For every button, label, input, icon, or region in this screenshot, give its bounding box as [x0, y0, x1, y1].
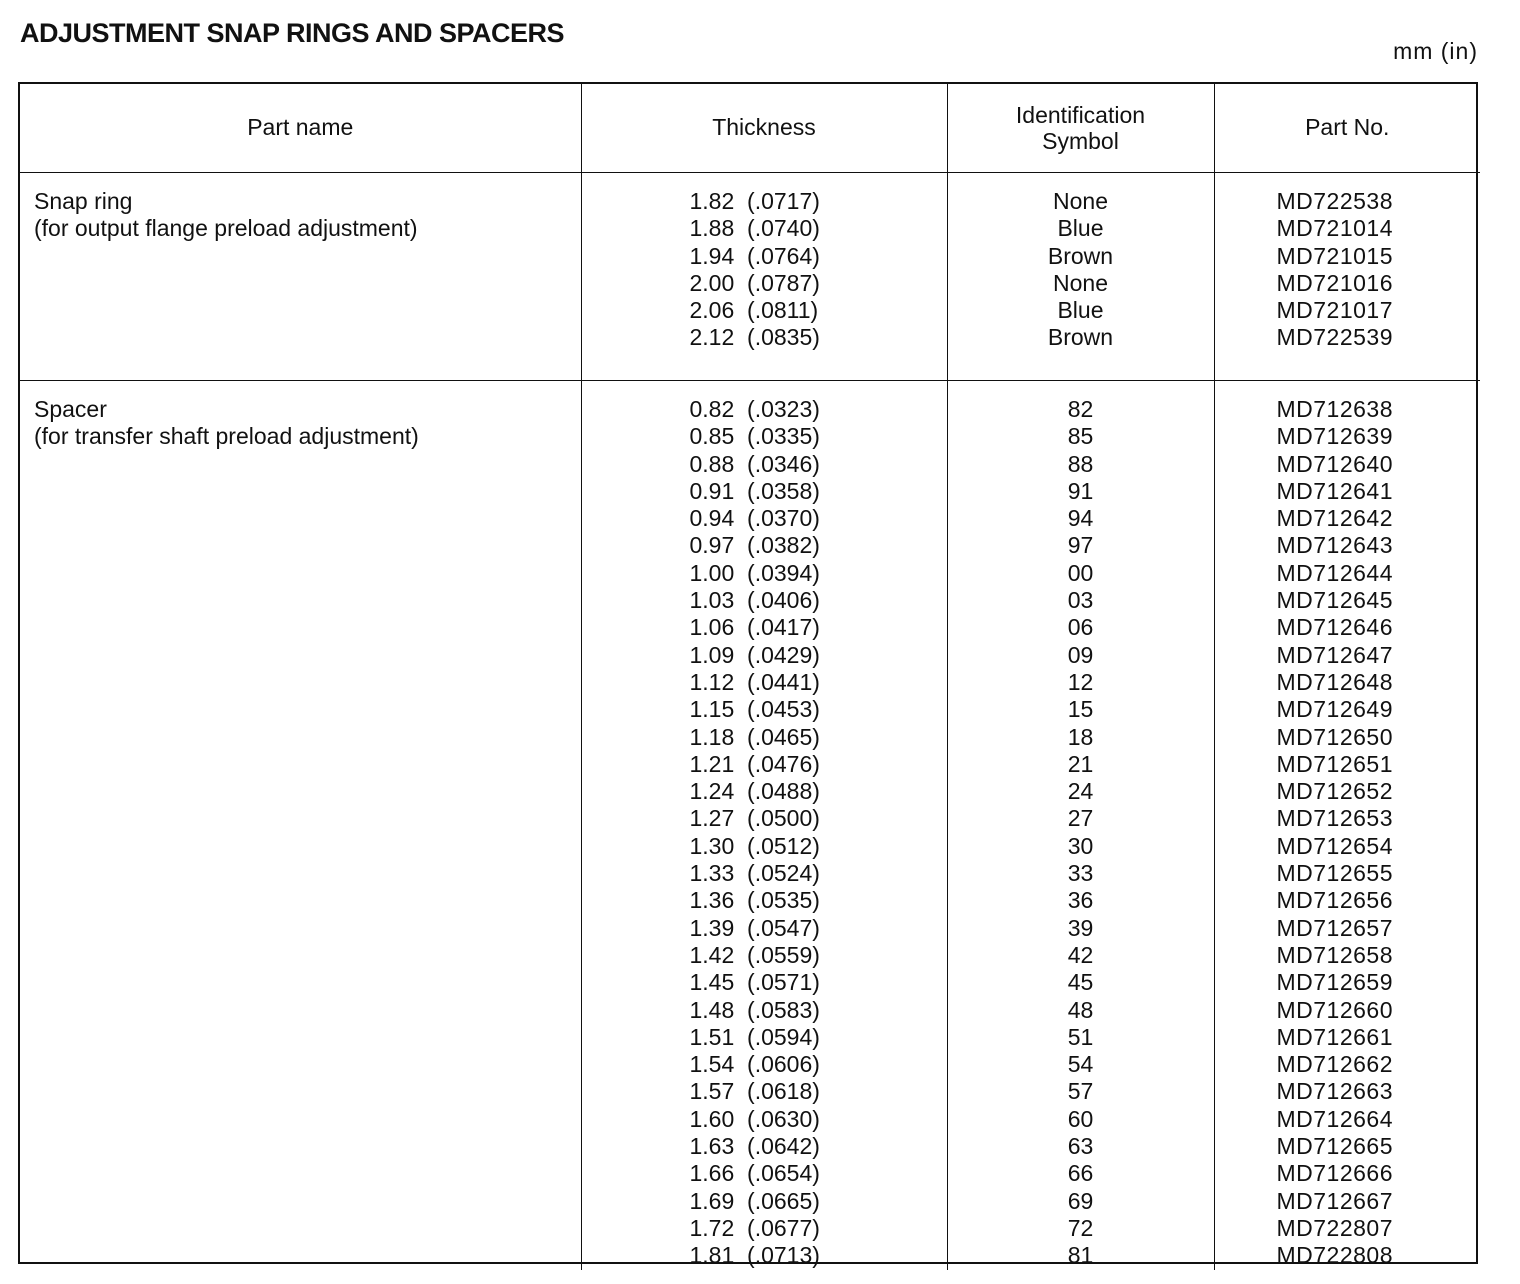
group-name: Spacer: [34, 396, 107, 422]
part-number-value: MD712647: [1276, 641, 1394, 668]
part-number-value: MD712652: [1276, 778, 1394, 805]
thickness-value: 1.36 (.0535): [689, 887, 820, 914]
part-number-value: MD722538: [1276, 188, 1394, 214]
parts-table: [20, 84, 1480, 1270]
identification-symbol-value: 39: [1067, 914, 1094, 941]
thickness-value: 1.42 (.0559): [689, 941, 820, 968]
thickness-value: 1.15 (.0453): [689, 696, 820, 723]
table-group-spacer: [20, 381, 1480, 1270]
identification-symbol-value: 97: [1067, 532, 1094, 559]
identification-symbol-value: 66: [1067, 1160, 1094, 1187]
part-number-value: MD712666: [1276, 1160, 1394, 1187]
identification-symbol-value: Brown: [1047, 242, 1114, 269]
part-no-cell: [1214, 381, 1480, 1270]
part-number-value: MD712648: [1276, 668, 1394, 695]
part-number-value: MD712645: [1276, 587, 1394, 614]
part-no-list: [1215, 396, 1481, 1270]
group-name-cell: [20, 381, 581, 1270]
part-number-value: MD712638: [1276, 396, 1394, 422]
thickness-value: 1.81 (.0713): [689, 1242, 820, 1269]
thickness-list: [582, 396, 947, 1270]
part-number-value: MD712661: [1276, 1023, 1394, 1050]
part-number-value: MD712651: [1276, 750, 1394, 777]
thickness-value: 1.21 (.0476): [689, 750, 820, 777]
thickness-value: 0.97 (.0382): [689, 532, 820, 559]
identification-symbol-value: None: [1053, 269, 1108, 296]
header-symbol-line1: Identification: [1015, 102, 1146, 128]
thickness-cell: [581, 173, 947, 381]
identification-symbol-value: 09: [1067, 641, 1094, 668]
group-purpose: (for output flange preload adjustment): [34, 215, 418, 242]
thickness-value: 1.57 (.0618): [689, 1078, 820, 1105]
identification-symbol-value: 21: [1067, 750, 1094, 777]
thickness-value: 1.88 (.0740): [689, 215, 820, 242]
table-header-row: [20, 84, 1480, 173]
part-number-value: MD721016: [1276, 269, 1394, 296]
symbol-list: [948, 396, 1214, 1270]
identification-symbol-value: 57: [1067, 1078, 1094, 1105]
part-number-value: MD712660: [1276, 996, 1394, 1023]
column-header-thickness: Thickness: [581, 84, 947, 173]
identification-symbol-value: 33: [1067, 860, 1094, 887]
identification-symbol-value: 81: [1067, 1242, 1094, 1269]
identification-symbol-value: 48: [1067, 996, 1094, 1023]
thickness-value: 1.48 (.0583): [689, 996, 820, 1023]
part-number-value: MD712646: [1276, 614, 1394, 641]
identification-symbol-value: 63: [1067, 1133, 1094, 1160]
identification-symbol-value: 45: [1067, 969, 1094, 996]
column-header-part-name: Part name: [20, 84, 581, 173]
page-title: ADJUSTMENT SNAP RINGS AND SPACERS: [20, 18, 565, 48]
part-number-value: MD712639: [1276, 423, 1394, 450]
thickness-value: 1.18 (.0465): [689, 723, 820, 750]
thickness-value: 1.09 (.0429): [689, 641, 820, 668]
thickness-list: [582, 188, 947, 352]
part-number-value: MD712650: [1276, 723, 1394, 750]
identification-symbol-value: 72: [1067, 1214, 1094, 1241]
part-number-value: MD712665: [1276, 1133, 1394, 1160]
thickness-value: 1.82 (.0717): [689, 188, 820, 214]
thickness-value: 2.12 (.0835): [689, 324, 820, 351]
thickness-value: 0.91 (.0358): [689, 477, 820, 504]
part-number-value: MD721015: [1276, 242, 1394, 269]
part-number-value: MD712662: [1276, 1051, 1394, 1078]
thickness-value: 1.51 (.0594): [689, 1023, 820, 1050]
identification-symbol-value: 69: [1067, 1187, 1094, 1214]
part-number-value: MD712659: [1276, 969, 1394, 996]
thickness-value: 1.06 (.0417): [689, 614, 820, 641]
identification-symbol-value: 18: [1067, 723, 1094, 750]
group-name-cell: [20, 173, 581, 381]
thickness-value: 0.82 (.0323): [689, 396, 820, 422]
group-purpose: (for transfer shaft preload adjustment): [34, 423, 419, 450]
thickness-value: 1.54 (.0606): [689, 1051, 820, 1078]
column-header-part-no: Part No.: [1214, 84, 1480, 173]
thickness-value: 1.24 (.0488): [689, 778, 820, 805]
part-number-value: MD712641: [1276, 477, 1394, 504]
identification-symbol-value: 42: [1067, 941, 1094, 968]
thickness-value: 1.00 (.0394): [689, 559, 820, 586]
part-number-value: MD712663: [1276, 1078, 1394, 1105]
symbol-cell: [947, 381, 1214, 1270]
part-number-value: MD712656: [1276, 887, 1394, 914]
thickness-value: 1.39 (.0547): [689, 914, 820, 941]
thickness-value: 1.45 (.0571): [689, 969, 820, 996]
identification-symbol-value: 00: [1067, 559, 1094, 586]
thickness-value: 0.85 (.0335): [689, 423, 820, 450]
identification-symbol-value: 60: [1067, 1105, 1094, 1132]
thickness-value: 1.66 (.0654): [689, 1160, 820, 1187]
identification-symbol-value: 82: [1067, 396, 1094, 422]
symbol-cell: [947, 173, 1214, 381]
part-number-value: MD712653: [1276, 805, 1394, 832]
thickness-value: 1.03 (.0406): [689, 587, 820, 614]
identification-symbol-value: 85: [1067, 423, 1094, 450]
thickness-value: 1.63 (.0642): [689, 1133, 820, 1160]
part-number-value: MD712643: [1276, 532, 1394, 559]
column-header-identification-symbol: [947, 84, 1214, 173]
identification-symbol-value: 27: [1067, 805, 1094, 832]
thickness-value: 2.00 (.0787): [689, 269, 820, 296]
thickness-value: 1.12 (.0441): [689, 668, 820, 695]
header-symbol-line2: Symbol: [1042, 128, 1119, 154]
part-number-value: MD721014: [1276, 215, 1394, 242]
thickness-value: 1.94 (.0764): [689, 242, 820, 269]
thickness-value: 1.69 (.0665): [689, 1187, 820, 1214]
identification-symbol-value: 54: [1067, 1051, 1094, 1078]
identification-symbol-value: 12: [1067, 668, 1094, 695]
identification-symbol-value: Blue: [1057, 215, 1104, 242]
part-number-value: MD712642: [1276, 505, 1394, 532]
thickness-value: 0.94 (.0370): [689, 505, 820, 532]
part-number-value: MD712644: [1276, 559, 1394, 586]
part-number-value: MD712664: [1276, 1105, 1394, 1132]
part-no-list: [1215, 188, 1481, 352]
identification-symbol-value: 30: [1067, 832, 1094, 859]
identification-symbol-value: None: [1053, 188, 1108, 214]
thickness-value: 0.88 (.0346): [689, 450, 820, 477]
thickness-value: 1.60 (.0630): [689, 1105, 820, 1132]
part-number-value: MD712640: [1276, 450, 1394, 477]
part-number-value: MD712657: [1276, 914, 1394, 941]
identification-symbol-value: 94: [1067, 505, 1094, 532]
thickness-value: 1.72 (.0677): [689, 1214, 820, 1241]
identification-symbol-value: 24: [1067, 778, 1094, 805]
part-number-value: MD722808: [1276, 1242, 1394, 1269]
part-number-value: MD712658: [1276, 941, 1394, 968]
part-number-value: MD722539: [1276, 324, 1394, 351]
group-name: Snap ring: [34, 188, 133, 214]
part-number-value: MD712649: [1276, 696, 1394, 723]
part-number-value: MD712654: [1276, 832, 1394, 859]
part-no-cell: [1214, 173, 1480, 381]
identification-symbol-value: 15: [1067, 696, 1094, 723]
part-number-value: MD722807: [1276, 1214, 1394, 1241]
identification-symbol-value: 03: [1067, 587, 1094, 614]
part-number-value: MD712667: [1276, 1187, 1394, 1214]
thickness-value: 1.27 (.0500): [689, 805, 820, 832]
thickness-value: 1.33 (.0524): [689, 860, 820, 887]
thickness-value: 2.06 (.0811): [689, 297, 819, 324]
table-group-snap-ring: [20, 173, 1480, 381]
identification-symbol-value: Brown: [1047, 324, 1114, 351]
symbol-list: [948, 188, 1214, 352]
unit-label: mm (in): [1393, 38, 1478, 64]
identification-symbol-value: 91: [1067, 477, 1094, 504]
identification-symbol-value: Blue: [1057, 297, 1104, 324]
identification-symbol-value: 06: [1067, 614, 1094, 641]
thickness-cell: [581, 381, 947, 1270]
parts-table-frame: [18, 82, 1478, 1269]
identification-symbol-value: 51: [1067, 1023, 1094, 1050]
part-number-value: MD712655: [1276, 860, 1394, 887]
thickness-value: 1.30 (.0512): [689, 832, 820, 859]
identification-symbol-value: 88: [1067, 450, 1094, 477]
identification-symbol-value: 36: [1067, 887, 1094, 914]
part-number-value: MD721017: [1276, 297, 1394, 324]
